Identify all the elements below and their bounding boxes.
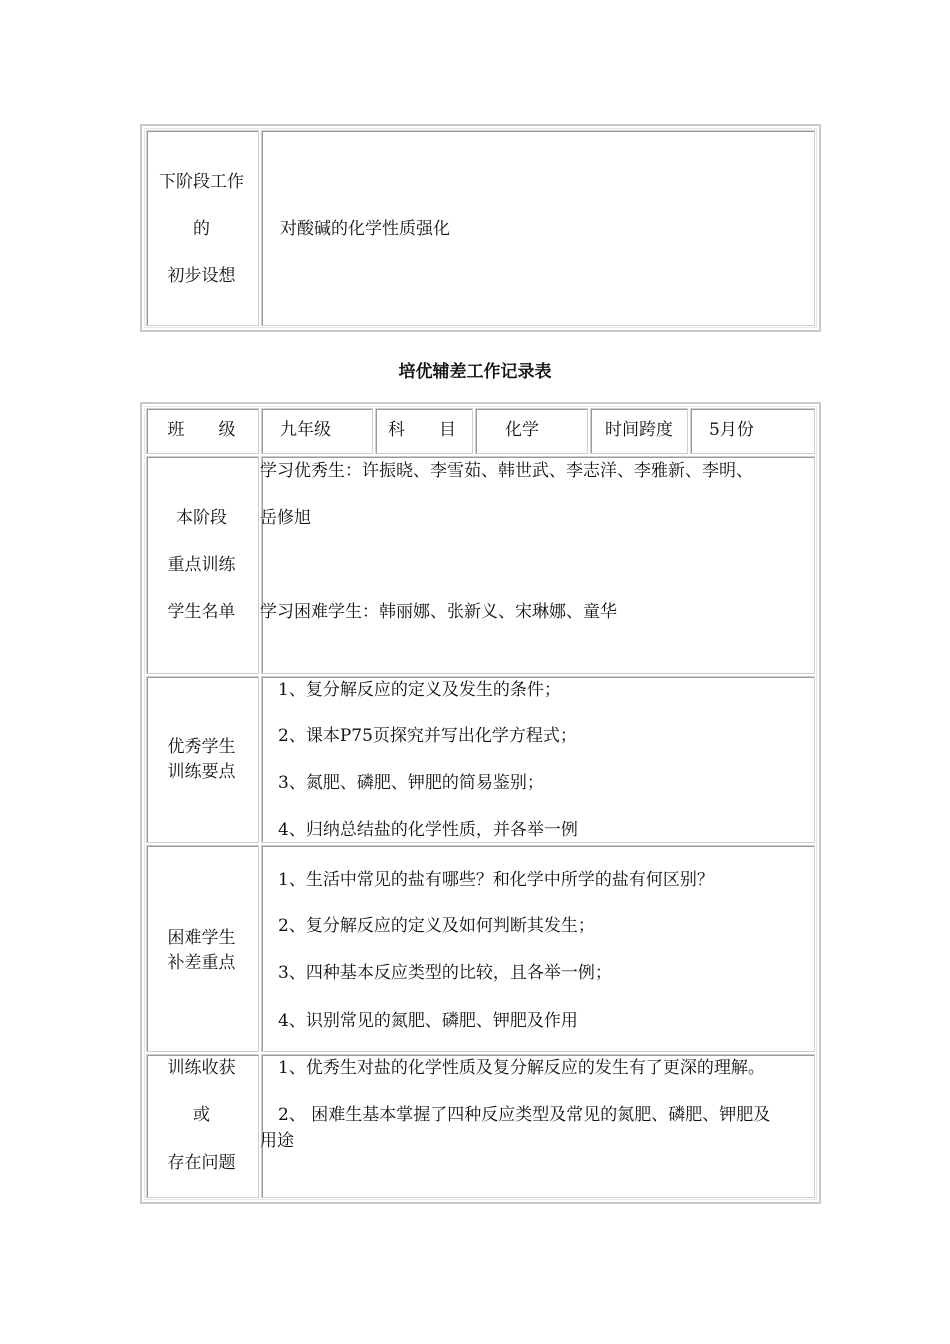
struggling-point-2: 2、复分解反应的定义及如何判断其发生； bbox=[278, 916, 595, 936]
results-item-2-line-1: 2、 困难生基本掌握了四种反应类型及常见的氮肥、磷肥、钾肥及 bbox=[278, 1105, 771, 1125]
excellent-students-line-1: 学习优秀生：许振晓、李雪茹、韩世武、李志洋、李雅新、李明、 bbox=[260, 461, 753, 481]
page-title: 培优辅差工作记录表 bbox=[398, 362, 552, 382]
excellent-point-1: 1、复分解反应的定义及发生的条件； bbox=[278, 680, 561, 700]
students-label-line-1: 本阶段 bbox=[176, 508, 227, 528]
excellent-point-3: 3、氮肥、磷肥、钾肥的简易鉴别； bbox=[278, 773, 544, 793]
subject-label: 科 目 bbox=[388, 420, 456, 440]
results-label-line-3: 存在问题 bbox=[167, 1153, 236, 1173]
struggling-label-cell bbox=[146, 845, 259, 1052]
excellent-label-line-2: 训练要点 bbox=[167, 762, 236, 782]
excellent-point-2: 2、课本P75页探究并写出化学方程式； bbox=[278, 726, 577, 746]
excellent-students-line-2: 岳修旭 bbox=[260, 508, 311, 528]
excellent-label-line-1: 优秀学生 bbox=[167, 737, 236, 757]
struggling-students: 学习困难学生：韩丽娜、张新义、宋琳娜、童华 bbox=[260, 602, 617, 622]
timespan-label: 时间跨度 bbox=[605, 420, 673, 440]
results-label-line-2: 或 bbox=[193, 1105, 210, 1125]
struggling-label-line-2: 补差重点 bbox=[167, 953, 236, 973]
timespan-value: 5月份 bbox=[709, 420, 754, 440]
struggling-point-1: 1、生活中常见的盐有哪些？和化学中所学的盐有何区别？ bbox=[278, 870, 714, 890]
subject-value: 化学 bbox=[505, 420, 539, 440]
students-label-line-2: 重点训练 bbox=[167, 555, 236, 575]
students-label-line-3: 学生名单 bbox=[167, 602, 236, 622]
results-label-line-1: 训练收获 bbox=[167, 1058, 236, 1078]
excellent-label-cell bbox=[146, 676, 259, 843]
struggling-point-4: 4、识别常见的氮肥、磷肥、钾肥及作用 bbox=[278, 1011, 578, 1031]
excellent-content-cell bbox=[261, 676, 815, 843]
class-value: 九年级 bbox=[280, 420, 331, 440]
struggling-point-3: 3、四种基本反应类型的比较，且各举一例； bbox=[278, 963, 612, 983]
plan-label-line-1: 下阶段工作 bbox=[159, 172, 244, 192]
results-item-1: 1、优秀生对盐的化学性质及复分解反应的发生有了更深的理解。 bbox=[278, 1058, 765, 1078]
excellent-point-4: 4、归纳总结盐的化学性质，并各举一例 bbox=[278, 820, 578, 840]
plan-label-line-2: 的 bbox=[193, 219, 210, 239]
results-item-2-line-2: 用途 bbox=[260, 1131, 294, 1151]
plan-label-line-3: 初步设想 bbox=[167, 266, 236, 286]
struggling-label-line-1: 困难学生 bbox=[167, 928, 236, 948]
plan-content: 对酸碱的化学性质强化 bbox=[280, 219, 450, 239]
students-content-cell bbox=[261, 456, 815, 674]
class-label: 班 级 bbox=[167, 420, 236, 440]
